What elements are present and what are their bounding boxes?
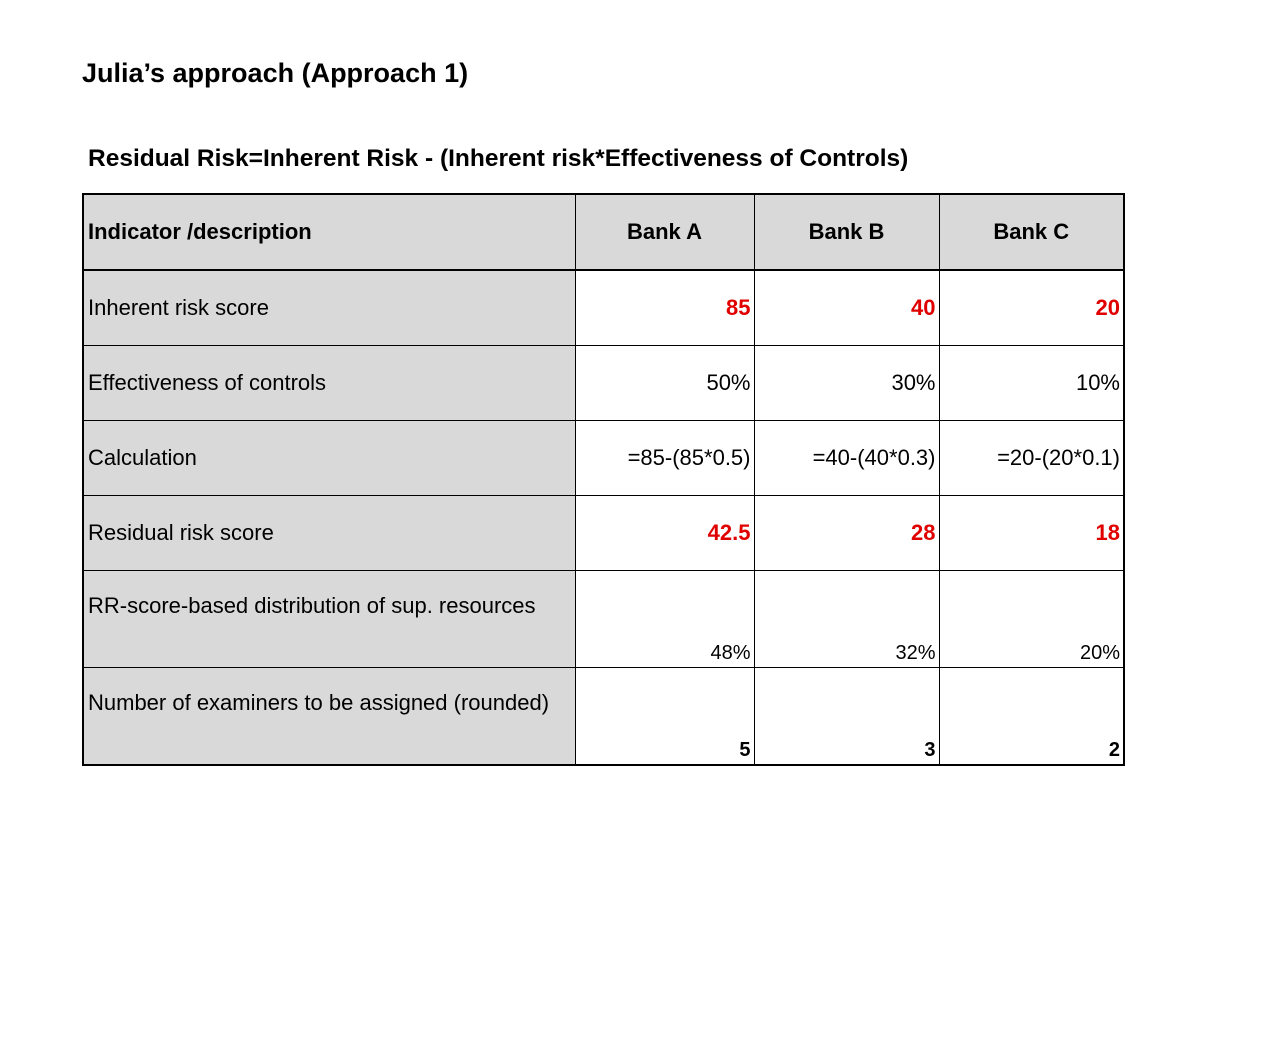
table-row-inherent-risk [83,270,1124,346]
header-bank-c: Bank C [939,194,1124,270]
value-bank-c: 2 [939,668,1124,766]
value-bank-c: 18 [939,496,1124,571]
table-row-effectiveness [83,346,1124,421]
table-header-row [83,194,1124,270]
header-indicator: Indicator /description [83,194,575,270]
value-bank-b: 3 [754,668,939,766]
value-bank-b: =40-(40*0.3) [754,421,939,496]
row-label: Residual risk score [83,496,575,571]
table-row-examiners [83,668,1124,766]
header-bank-a: Bank A [575,194,754,270]
value-bank-a: =85-(85*0.5) [575,421,754,496]
formula-heading: Residual Risk=Inherent Risk - (Inherent risk*Effectiveness of Controls) [88,145,909,172]
row-label: RR-score-based distribution of sup. resources [83,571,575,668]
value-bank-c: 20% [939,571,1124,668]
value-bank-a: 85 [575,270,754,346]
value-bank-c: 10% [939,346,1124,421]
value-bank-a: 42.5 [575,496,754,571]
value-bank-b: 28 [754,496,939,571]
row-label: Calculation [83,421,575,496]
value-bank-b: 30% [754,346,939,421]
header-bank-b: Bank B [754,194,939,270]
risk-table [82,193,1125,766]
table-row-residual-risk [83,496,1124,571]
value-bank-a: 5 [575,668,754,766]
value-bank-a: 50% [575,346,754,421]
value-bank-a: 48% [575,571,754,668]
value-bank-b: 32% [754,571,939,668]
row-label: Inherent risk score [83,270,575,346]
value-bank-b: 40 [754,270,939,346]
value-bank-c: =20-(20*0.1) [939,421,1124,496]
row-label: Effectiveness of controls [83,346,575,421]
page-title: Julia’s approach (Approach 1) [82,58,469,88]
table-row-distribution [83,571,1124,668]
row-label: Number of examiners to be assigned (rounded) [83,668,575,766]
value-bank-c: 20 [939,270,1124,346]
table-row-calculation [83,421,1124,496]
